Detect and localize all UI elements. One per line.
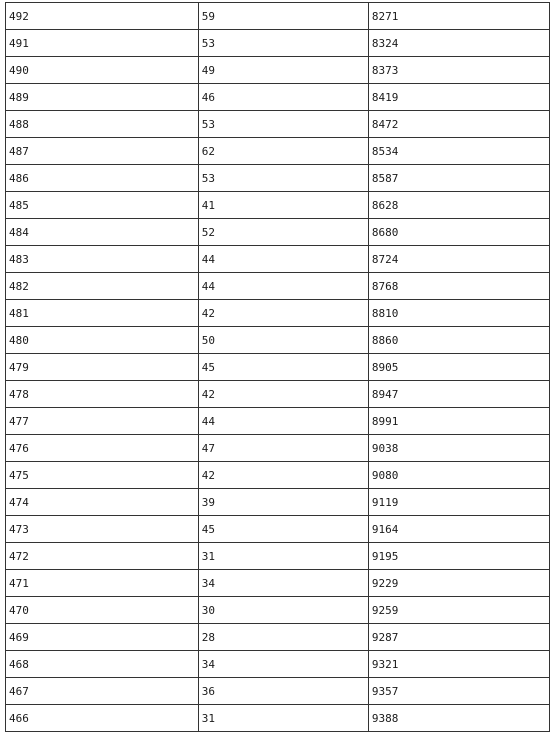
cumulative-cell: 8324 — [368, 30, 549, 57]
table-row — [6, 624, 550, 651]
score-cell: 487 — [6, 138, 199, 165]
table-row — [6, 543, 550, 570]
count-cell: 44 — [198, 246, 368, 273]
table-row — [6, 111, 550, 138]
table-row — [6, 57, 550, 84]
table-row — [6, 408, 550, 435]
score-cell: 483 — [6, 246, 199, 273]
score-cell: 491 — [6, 30, 199, 57]
table-row — [6, 165, 550, 192]
count-cell: 30 — [198, 597, 368, 624]
count-cell: 53 — [198, 165, 368, 192]
table-row — [6, 192, 550, 219]
score-cell: 478 — [6, 381, 199, 408]
count-cell: 34 — [198, 651, 368, 678]
cumulative-cell: 9119 — [368, 489, 549, 516]
count-cell: 53 — [198, 111, 368, 138]
score-cell: 471 — [6, 570, 199, 597]
score-cell: 475 — [6, 462, 199, 489]
cumulative-cell: 9080 — [368, 462, 549, 489]
count-cell: 42 — [198, 381, 368, 408]
score-cell: 467 — [6, 678, 199, 705]
count-cell: 28 — [198, 624, 368, 651]
cumulative-cell: 8534 — [368, 138, 549, 165]
score-cell: 482 — [6, 273, 199, 300]
cumulative-cell: 8271 — [368, 3, 549, 30]
score-cell: 476 — [6, 435, 199, 462]
table-row — [6, 705, 550, 732]
count-cell: 62 — [198, 138, 368, 165]
cumulative-cell: 9357 — [368, 678, 549, 705]
count-cell: 50 — [198, 327, 368, 354]
table-row — [6, 30, 550, 57]
cumulative-cell: 8419 — [368, 84, 549, 111]
table-row — [6, 354, 550, 381]
cumulative-cell: 8587 — [368, 165, 549, 192]
table-row — [6, 381, 550, 408]
table-row — [6, 273, 550, 300]
cumulative-cell: 9195 — [368, 543, 549, 570]
score-cell: 474 — [6, 489, 199, 516]
count-cell: 34 — [198, 570, 368, 597]
cumulative-cell: 9038 — [368, 435, 549, 462]
score-cell: 481 — [6, 300, 199, 327]
cumulative-cell: 8947 — [368, 381, 549, 408]
cumulative-cell: 8628 — [368, 192, 549, 219]
table-row — [6, 84, 550, 111]
count-cell: 53 — [198, 30, 368, 57]
table-row — [6, 435, 550, 462]
table-row — [6, 3, 550, 30]
cumulative-cell: 8472 — [368, 111, 549, 138]
count-cell: 59 — [198, 3, 368, 30]
count-cell: 31 — [198, 543, 368, 570]
count-cell: 39 — [198, 489, 368, 516]
score-table — [5, 2, 550, 732]
count-cell: 44 — [198, 273, 368, 300]
count-cell: 45 — [198, 516, 368, 543]
count-cell: 46 — [198, 84, 368, 111]
score-cell: 473 — [6, 516, 199, 543]
table-row — [6, 462, 550, 489]
count-cell: 44 — [198, 408, 368, 435]
cumulative-cell: 9259 — [368, 597, 549, 624]
score-cell: 468 — [6, 651, 199, 678]
table-row — [6, 138, 550, 165]
table-row — [6, 219, 550, 246]
count-cell: 42 — [198, 300, 368, 327]
score-cell: 469 — [6, 624, 199, 651]
cumulative-cell: 8724 — [368, 246, 549, 273]
cumulative-cell: 9229 — [368, 570, 549, 597]
score-cell: 486 — [6, 165, 199, 192]
score-cell: 492 — [6, 3, 199, 30]
cumulative-cell: 8680 — [368, 219, 549, 246]
score-cell: 480 — [6, 327, 199, 354]
table-body — [6, 3, 550, 732]
count-cell: 42 — [198, 462, 368, 489]
count-cell: 45 — [198, 354, 368, 381]
cumulative-cell: 8860 — [368, 327, 549, 354]
score-cell: 479 — [6, 354, 199, 381]
cumulative-cell: 8373 — [368, 57, 549, 84]
score-cell: 489 — [6, 84, 199, 111]
score-cell: 485 — [6, 192, 199, 219]
table-row — [6, 300, 550, 327]
table-row — [6, 327, 550, 354]
cumulative-cell: 9321 — [368, 651, 549, 678]
table-row — [6, 678, 550, 705]
score-cell: 472 — [6, 543, 199, 570]
count-cell: 41 — [198, 192, 368, 219]
table-row — [6, 489, 550, 516]
count-cell: 49 — [198, 57, 368, 84]
count-cell: 31 — [198, 705, 368, 732]
count-cell: 47 — [198, 435, 368, 462]
count-cell: 52 — [198, 219, 368, 246]
score-cell: 490 — [6, 57, 199, 84]
cumulative-cell: 8810 — [368, 300, 549, 327]
cumulative-cell: 9287 — [368, 624, 549, 651]
table-row — [6, 651, 550, 678]
cumulative-cell: 8991 — [368, 408, 549, 435]
count-cell: 36 — [198, 678, 368, 705]
table-row — [6, 570, 550, 597]
table-row — [6, 597, 550, 624]
score-cell: 484 — [6, 219, 199, 246]
score-cell: 466 — [6, 705, 199, 732]
table-row — [6, 516, 550, 543]
table-row — [6, 246, 550, 273]
cumulative-cell: 9164 — [368, 516, 549, 543]
cumulative-cell: 8768 — [368, 273, 549, 300]
cumulative-cell: 9388 — [368, 705, 549, 732]
score-cell: 477 — [6, 408, 199, 435]
score-cell: 470 — [6, 597, 199, 624]
cumulative-cell: 8905 — [368, 354, 549, 381]
score-cell: 488 — [6, 111, 199, 138]
